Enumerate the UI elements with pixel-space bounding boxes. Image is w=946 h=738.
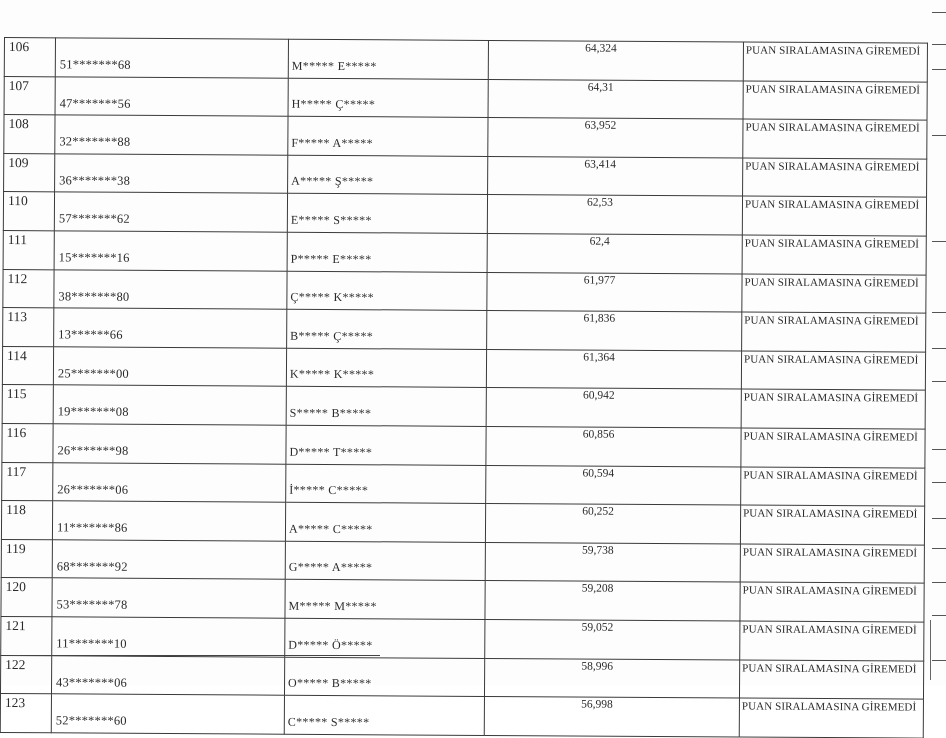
status-cell: PUAN SIRALAMASINA GİREMEDİ [741, 351, 925, 391]
name-cell: M***** E***** [288, 39, 488, 79]
edge-tick [932, 449, 946, 450]
bottom-rule [20, 655, 380, 656]
row-number-cell: 120 [1, 578, 52, 617]
score-cell: 59,738 [485, 542, 740, 582]
table-row [2, 423, 925, 467]
table-row [0, 694, 923, 738]
table-row [0, 655, 923, 699]
id-number-cell: 53*******78 [52, 578, 285, 618]
row-number-cell: 122 [0, 655, 51, 694]
results-table-body [0, 38, 927, 738]
edge-tick [932, 381, 946, 382]
id-number-cell: 38*******80 [54, 269, 287, 309]
score-cell: 63,414 [488, 156, 743, 196]
table-row [3, 230, 926, 274]
score-cell: 59,052 [485, 619, 740, 659]
status-cell: PUAN SIRALAMASINA GİREMEDİ [742, 235, 926, 275]
edge-tick [932, 548, 946, 549]
score-cell: 59,208 [485, 581, 740, 621]
edge-tick [932, 44, 946, 45]
id-number-cell: 68*******92 [52, 540, 285, 580]
row-number-cell: 113 [3, 308, 54, 347]
name-cell: B***** Ç***** [287, 309, 487, 349]
id-number-cell: 15*******16 [54, 231, 287, 271]
name-cell: F***** A***** [288, 116, 488, 156]
right-rule [930, 620, 931, 680]
row-number-cell: 115 [2, 385, 53, 424]
table-row [2, 462, 925, 506]
table-row [4, 38, 927, 82]
score-cell: 60,252 [485, 504, 740, 544]
row-number-cell: 111 [3, 230, 54, 269]
id-number-cell: 51*******68 [55, 38, 288, 78]
status-cell: PUAN SIRALAMASINA GİREMEDİ [742, 312, 926, 352]
score-cell: 61,977 [487, 272, 742, 312]
row-number-cell: 108 [4, 115, 55, 154]
name-cell: K***** K***** [286, 348, 486, 388]
edge-tick [932, 348, 946, 349]
id-number-cell: 36*******38 [55, 154, 288, 194]
id-number-cell: 11*******86 [52, 501, 285, 541]
id-number-cell: 26*******98 [53, 424, 286, 464]
status-cell: PUAN SIRALAMASINA GİREMEDİ [742, 196, 926, 236]
edge-tick [932, 660, 946, 661]
status-cell: PUAN SIRALAMASINA GİREMEDİ [742, 274, 926, 314]
score-cell: 62,4 [487, 233, 742, 273]
name-cell: P***** E***** [287, 232, 487, 272]
status-cell: PUAN SIRALAMASINA GİREMEDİ [740, 621, 924, 661]
edge-tick [932, 312, 946, 313]
status-cell: PUAN SIRALAMASINA GİREMEDİ [741, 467, 925, 507]
status-cell: PUAN SIRALAMASINA GİREMEDİ [743, 158, 927, 198]
table-row [1, 578, 924, 622]
edge-tick [932, 135, 946, 136]
edge-tick [932, 69, 946, 70]
id-number-cell: 26*******06 [53, 462, 286, 502]
id-number-cell: 52*******60 [51, 694, 284, 734]
edge-tick [932, 12, 946, 13]
score-cell: 60,856 [486, 426, 741, 466]
name-cell: G***** A***** [285, 541, 485, 581]
score-cell: 62,53 [487, 195, 742, 235]
status-cell: PUAN SIRALAMASINA GİREMEDİ [743, 119, 927, 159]
name-cell: O***** B***** [284, 657, 484, 697]
id-number-cell: 13******66 [54, 308, 287, 348]
score-cell: 64,31 [488, 79, 743, 119]
status-cell: PUAN SIRALAMASINA GİREMEDİ [739, 698, 923, 738]
row-number-cell: 110 [3, 192, 54, 231]
table-row [1, 501, 924, 545]
status-cell: PUAN SIRALAMASINA GİREMEDİ [740, 505, 924, 545]
table-row [1, 616, 924, 660]
edge-tick [932, 241, 946, 242]
status-cell: PUAN SIRALAMASINA GİREMEDİ [743, 81, 927, 121]
id-number-cell: 43*******06 [51, 655, 284, 695]
name-cell: M***** M***** [285, 580, 485, 620]
row-number-cell: 118 [1, 501, 52, 540]
status-cell: PUAN SIRALAMASINA GİREMEDİ [740, 582, 924, 622]
score-cell: 58,996 [484, 658, 739, 698]
status-cell: PUAN SIRALAMASINA GİREMEDİ [739, 660, 923, 700]
row-number-cell: 107 [4, 76, 55, 115]
score-cell: 64,324 [488, 40, 743, 80]
edge-tick [932, 582, 946, 583]
table-row [3, 308, 926, 352]
table-row [3, 269, 926, 313]
row-number-cell: 114 [2, 346, 53, 385]
row-number-cell: 116 [2, 423, 53, 462]
name-cell: A***** Ş***** [288, 155, 488, 195]
table-row [4, 153, 927, 197]
row-number-cell: 119 [1, 539, 52, 578]
score-cell: 56,998 [484, 697, 739, 737]
score-cell: 60,594 [486, 465, 741, 505]
id-number-cell: 57*******62 [54, 192, 287, 232]
name-cell: D***** T***** [286, 425, 486, 465]
score-cell: 63,952 [488, 118, 743, 158]
name-cell: H***** Ç***** [288, 78, 488, 118]
row-number-cell: 109 [4, 153, 55, 192]
name-cell: S***** B***** [286, 387, 486, 427]
table-row [4, 115, 927, 159]
id-number-cell: 47*******56 [55, 76, 288, 116]
row-number-cell: 123 [0, 694, 51, 733]
row-number-cell: 106 [4, 38, 55, 77]
name-cell: A***** C***** [285, 502, 485, 542]
score-cell: 61,836 [487, 311, 742, 351]
edge-tick [932, 615, 946, 616]
name-cell: D***** Ö***** [285, 618, 485, 658]
table-row [2, 385, 925, 429]
name-cell: İ***** C***** [286, 464, 486, 504]
score-cell: 61,364 [486, 349, 741, 389]
edge-tick [932, 482, 946, 483]
id-number-cell: 25*******00 [53, 347, 286, 387]
table-row [2, 346, 925, 390]
name-cell: E***** S***** [287, 194, 487, 234]
table-row [3, 192, 926, 236]
id-number-cell: 19*******08 [53, 385, 286, 425]
results-table [0, 37, 928, 738]
id-number-cell: 32*******88 [55, 115, 288, 155]
name-cell: Ç***** K***** [287, 271, 487, 311]
status-cell: PUAN SIRALAMASINA GİREMEDİ [740, 544, 924, 584]
table-row [1, 539, 924, 583]
score-cell: 60,942 [486, 388, 741, 428]
edge-tick [932, 518, 946, 519]
status-cell: PUAN SIRALAMASINA GİREMEDİ [743, 42, 927, 82]
row-number-cell: 121 [1, 616, 52, 655]
name-cell: C***** S***** [284, 695, 484, 735]
status-cell: PUAN SIRALAMASINA GİREMEDİ [741, 428, 925, 468]
row-number-cell: 112 [3, 269, 54, 308]
status-cell: PUAN SIRALAMASINA GİREMEDİ [741, 389, 925, 429]
row-number-cell: 117 [2, 462, 53, 501]
id-number-cell: 11*******10 [52, 617, 285, 657]
table-row [4, 76, 927, 120]
